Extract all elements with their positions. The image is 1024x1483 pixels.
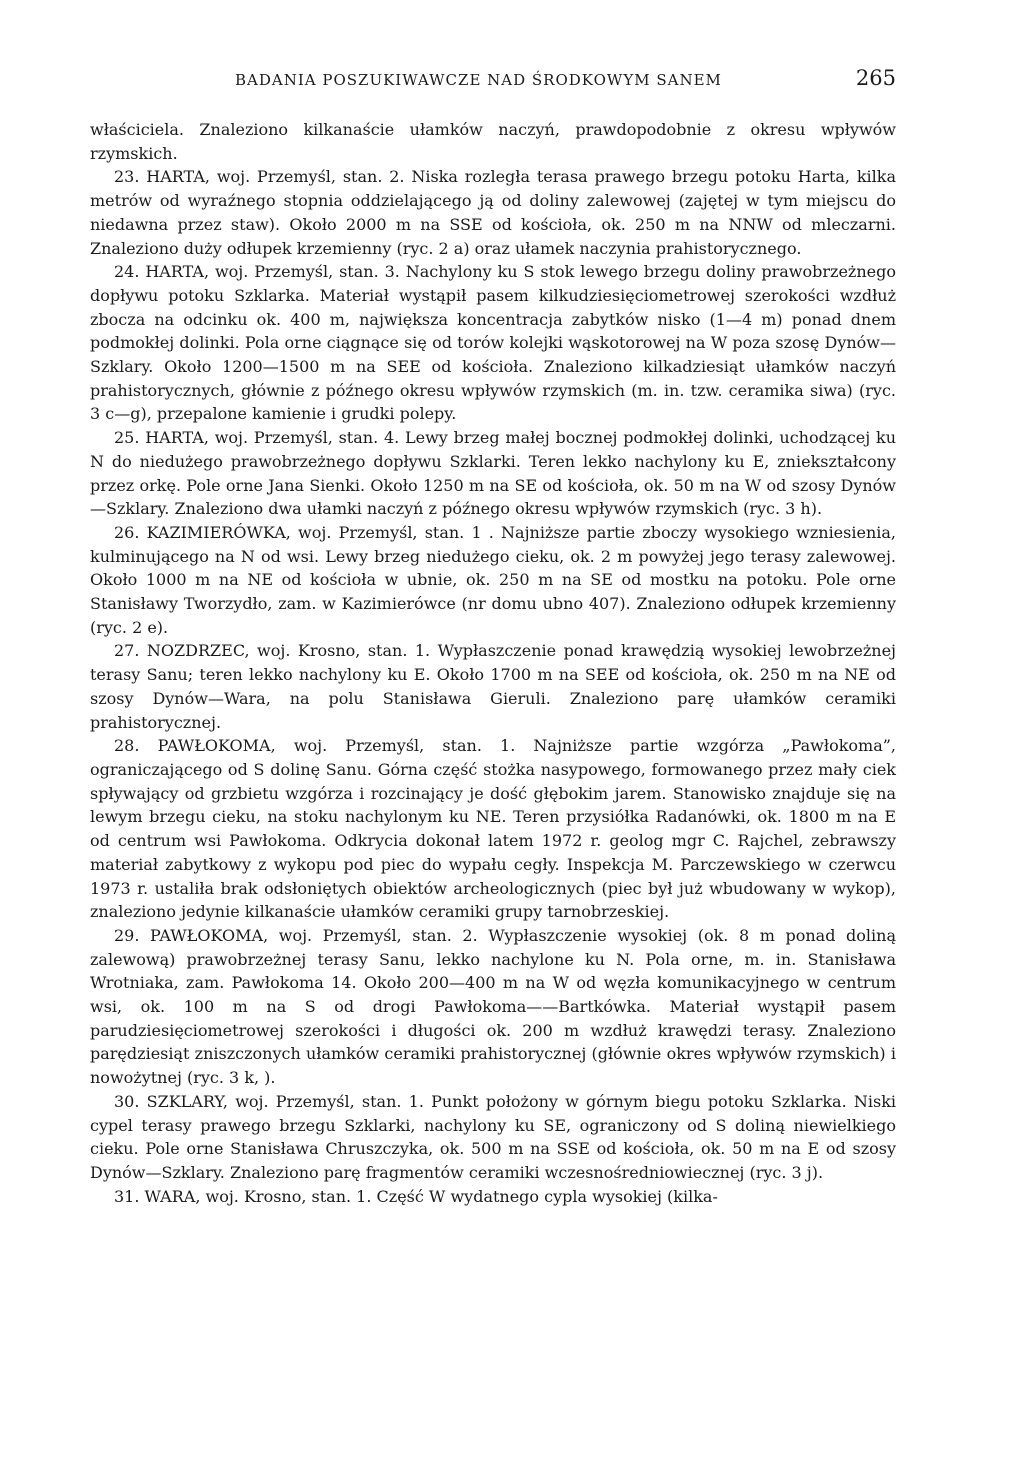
site-entry-24: 24. HARTA, woj. Przemyśl, stan. 3. Nachylony ku S stok lewego brzegu doliny prawobrzeżnego dopływu potoku Szklarka. Materiał wystąpił pasem kilkudziesięciometrowej szerokości wzdłuż zbocza na odcinku ok. 400 m, największa koncentracja zabytków nisko (1—4 m) ponad dnem podmokłej dolinki. Pola orne ciągnące się od torów kolejki wąskotorowej na W poza szosę Dynów—Szklary. Około 1200—1500 m na SEE od kościoła. Znaleziono kilkadziesiąt ułamków naczyń prahistorycznych, głównie z późnego okresu wpływów rzymskich (m. in. tzw. ceramika siwa) (ryc. 3 c—g), przepalone kamienie i grudki polepy.	[90, 262, 896, 424]
site-entry-26: 26. KAZIMIERÓWKA, woj. Przemyśl, stan. 1 . Najniższe partie zboczy wysokiego wzniesienia, kulminującego na N od wsi. Lewy brzeg niedużego cieku, ok. 2 m powyżej jego terasy zalewowej. Około 1000 m na NE od kościoła w ubnie, ok. 250 m na SE od mostku na potoku. Pole orne Stanisławy Tworzydło, zam. w Kazimierówce (nr domu ubno 407). Znaleziono odłupek krzemienny (ryc. 2 e).	[90, 522, 896, 637]
page-header	[90, 66, 896, 96]
running-title: BADANIA POSZUKIWAWCZE NAD ŚRODKOWYM SANEM	[235, 71, 722, 89]
page	[90, 66, 896, 1208]
site-entry-30: 30. SZKLARY, woj. Przemyśl, stan. 1. Punkt położony w górnym biegu potoku Szklarka. Niski cypel terasy prawego brzegu Szklarki, nachylony ku SE, ograniczony od S doliną niewielkiego cieku. Pole orne Stanisława Chruszczyka, ok. 500 m na SSE od kościoła, ok. 50 m na E od szosy Dynów—Szklary. Znaleziono parę fragmentów ceramiki wczesnośredniowiecznej (ryc. 3 j).	[90, 1091, 896, 1182]
paragraph-continuation: właściciela. Znaleziono kilkanaście ułamków naczyń, prawdopodobnie z okresu wpływów rzymskich.	[90, 120, 896, 163]
site-entry-25: 25. HARTA, woj. Przemyśl, stan. 4. Lewy brzeg małej bocznej podmokłej dolinki, uchodzącej ku N do niedużego prawobrzeżnego dopływu Szklarki. Teren lekko nachylony ku E, zniekształcony przez orkę. Pole orne Jana Sienki. Około 1250 m na SE od kościoła, ok. 50 m na W od szosy Dynów—Szklary. Znaleziono dwa ułamki naczyń z późnego okresu wpływów rzymskich (ryc. 3 h).	[90, 428, 896, 519]
site-entry-29: 29. PAWŁOKOMA, woj. Przemyśl, stan. 2. Wypłaszczenie wysokiej (ok. 8 m ponad doliną zalewową) prawobrzeżnej terasy Sanu, lekko nachylone ku N. Pola orne, m. in. Stanisława Wrotniaka, zam. Pawłokoma 14. Około 200—400 m na W od węzła komunikacyjnego w centrum wsi, ok. 100 m na S od drogi Pawłokoma——Bartkówka. Materiał wystąpił pasem parudziesięciometrowej szerokości i długości ok. 200 m wzdłuż krawędzi terasy. Znaleziono parędziesiąt zniszczonych ułamków ceramiki prahistorycznej (głównie okres wpływów rzymskich) i nowożytnej (ryc. 3 k, ).	[90, 925, 896, 1088]
site-entry-23: 23. HARTA, woj. Przemyśl, stan. 2. Niska rozległa terasa prawego brzegu potoku Harta, kilka metrów od wyraźnego stopnia oddzielającego ją od doliny zalewowej (zajętej w tym miejscu do niedawna przez staw). Około 2000 m na SSE od kościoła, ok. 250 m na NNW od mleczarni. Znaleziono duży odłupek krzemienny (ryc. 2 a) oraz ułamek naczynia prahistorycznego.	[90, 167, 896, 258]
site-entry-27: 27. NOZDRZEC, woj. Krosno, stan. 1. Wypłaszczenie ponad krawędzią wysokiej lewobrzeżnej terasy Sanu; teren lekko nachylony ku E. Około 1700 m na SEE od kościoła, ok. 250 m na NE od szosy Dynów—Wara, na polu Stanisława Gieruli. Znaleziono parę ułamków ceramiki prahistorycznej.	[90, 641, 896, 732]
site-entry-31: 31. WARA, woj. Krosno, stan. 1. Część W wydatnego cypla wysokiej (kilka-	[114, 1186, 718, 1206]
page-number: 265	[855, 66, 896, 90]
body-text	[90, 118, 896, 1208]
site-entry-28: 28. PAWŁOKOMA, woj. Przemyśl, stan. 1. Najniższe partie wzgórza „Pawłokoma”, ograniczającego od S dolinę Sanu. Górna część stożka nasypowego, formowanego przez mały ciek spływający od grzbietu wzgórza i rozcinający je dość głębokim jarem. Stanowisko znajduje się na lewym brzegu cieku, na stoku nachylonym ku NE. Teren przysiółka Radanówki, ok. 1800 m na E od centrum wsi Pawłokoma. Odkrycia dokonał latem 1972 r. geolog mgr C. Rajchel, zebrawszy materiał zabytkowy z wykopu pod piec do wypału cegły. Inspekcja M. Parczewskiego w czerwcu 1973 r. ustaliła brak odsłoniętych obiektów archeologicznych (piec był już wbudowany w wykop), znaleziono jedynie kilkanaście ułamków ceramiki grupy tarnobrzeskiej.	[90, 736, 896, 922]
